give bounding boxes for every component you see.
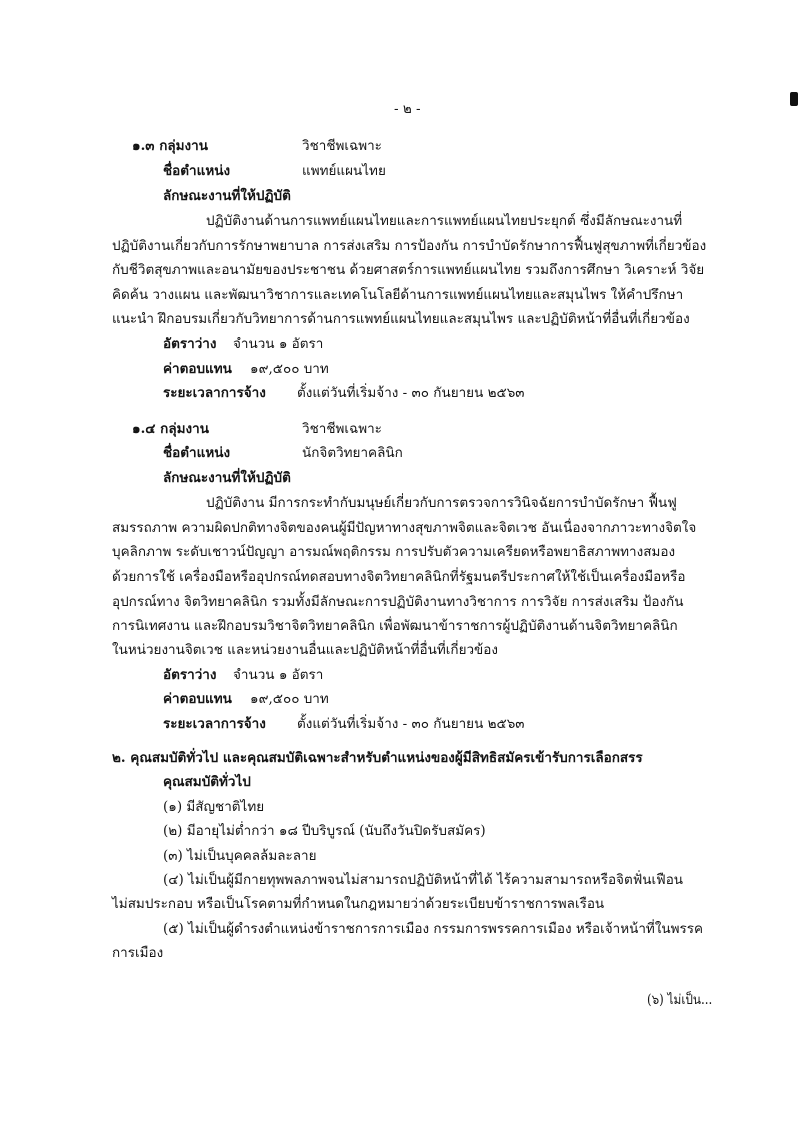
section-1-3-duties-line: ปฏิบัติงานเกี่ยวกับการรักษาพยาบาล การส่งเสริม การป้องกัน การบำบัดรักษาการฟื้นฟูสุขภาพที่เกี่ยวข้อง [112, 238, 707, 254]
section-1-3-position-label: ชื่อตำแหน่ง [163, 163, 231, 179]
section-1-4-vacancy-label: อัตราว่าง [163, 667, 217, 683]
qualification-item: (๒) มีอายุไม่ต่ำกว่า ๑๘ ปีบริบูรณ์ (นับถึงวันปิดรับสมัคร) [163, 823, 486, 839]
qualification-item: (๓) ไม่เป็นบุคคลล้มละลาย [163, 848, 317, 864]
qualification-item-4-line2: ไม่สมประกอบ หรือเป็นโรคตามที่กำหนดในกฎหมายว่าด้วยระเบียบข้าราชการพลเรือน [112, 896, 605, 912]
section-1-4-pay: ๑๙,๕๐๐ บาท [250, 691, 329, 707]
section-1-3-duties-line: กับชีวิตสุขภาพและอนามัยของประชาชน ด้วยศาสตร์การแพทย์แผนไทย รวมถึงการศึกษา วิเคราะห์ วิจัย [112, 262, 705, 278]
section-1-3-term-label: ระยะเวลาการจ้าง [163, 385, 266, 401]
section-1-4-term-label: ระยะเวลาการจ้าง [163, 716, 266, 732]
section-1-3-duties-line: ปฏิบัติงานด้านการแพทย์แผนไทยและการแพทย์แผนไทยประยุกต์ ซึ่งมีลักษณะงานที่ [206, 213, 683, 229]
section-1-3-duties-line: คิดค้น วางแผน และพัฒนาวิชาการและเทคโนโลยีด้านการแพทย์แผนไทยและสมุนไพร ให้คำปรึกษา [112, 287, 684, 303]
section-1-3-number: ๑.๓ กลุ่มงาน [132, 138, 208, 154]
section-1-4-number: ๑.๔ กลุ่มงาน [132, 421, 209, 437]
section-1-4-duties-line: ด้วยการใช้ เครื่องมือหรืออุปกรณ์ทดสอบทางจิตวิทยาคลินิกที่รัฐมนตรีประกาศให้ใช้เป็นเครื่องมือหรือ [112, 569, 686, 585]
section-1-4-duties-line: สมรรถภาพ ความผิดปกติทางจิตของคนผู้มีปัญหาทางสุขภาพจิตและจิตเวช อันเนื่องจากภาวะทางจิตใจ [112, 520, 697, 536]
section-1-3-vacancy-label: อัตราว่าง [163, 336, 217, 352]
section-1-4-duties-line: อุปกรณ์ทาง จิตวิทยาคลินิก รวมทั้งมีลักษณะการปฏิบัติงานทางวิชาการ การวิจัย การส่งเสริม ป้องกัน [112, 594, 684, 610]
section-1-3-vacancy: จำนวน ๑ อัตรา [233, 336, 324, 352]
section-1-4-position-label: ชื่อตำแหน่ง [163, 445, 231, 461]
section-1-4-duties-line: ในหน่วยงานจิตเวช และหน่วยงานอื่นและปฏิบัติหน้าที่อื่นที่เกี่ยวข้อง [112, 642, 498, 658]
section-1-3-duties-line: แนะนำ ฝึกอบรมเกี่ยวกับวิทยาการด้านการแพทย์แผนไทยและสมุนไพร และปฏิบัติหน้าที่อื่นที่เกี่ยวข้อง [112, 311, 690, 327]
section-1-4-position: นักจิตวิทยาคลินิก [302, 445, 403, 461]
section-1-3-duties-heading: ลักษณะงานที่ให้ปฏิบัติ [163, 188, 291, 204]
section-1-4-vacancy: จำนวน ๑ อัตรา [233, 667, 324, 683]
section-1-3-position: แพทย์แผนไทย [302, 163, 386, 179]
section-1-3-term: ตั้งแต่วันที่เริ่มจ้าง - ๓๐ กันยายน ๒๕๖๓ [297, 385, 525, 401]
scan-edge-mark [790, 92, 798, 106]
qualification-item-4-line1: (๔) ไม่เป็นผู้มีกายทุพพลภาพจนไม่สามารถปฏิบัติหน้าที่ได้ ไร้ความสามารถหรือจิตฟั่นเฟือน [163, 872, 684, 888]
section-1-4-duties-line: ปฏิบัติงาน มีการกระทำกับมนุษย์เกี่ยวกับการตรวจการวินิจฉัยการบำบัดรักษา ฟื้นฟู [206, 495, 677, 511]
page-number: - ๒ - [394, 101, 421, 117]
section-1-4-duties-line: การนิเทศงาน และฝึกอบรมวิชาจิตวิทยาคลินิก เพื่อพัฒนาข้าราชการผู้ปฏิบัติงานด้านจิตวิทยาคลินิก [112, 618, 678, 634]
qualification-item-5-line1: (๕) ไม่เป็นผู้ดำรงตำแหน่งข้าราชการการเมือง กรรมการพรรคการเมือง หรือเจ้าหน้าที่ในพรรค [163, 921, 704, 937]
section-1-4-duties-heading: ลักษณะงานที่ให้ปฏิบัติ [163, 470, 291, 486]
section-1-4-pay-label: ค่าตอบแทน [163, 691, 232, 707]
section-1-4-duties-line: บุคลิกภาพ ระดับเชาวน์ปัญญา อารมณ์พฤติกรรม การปรับตัวความเครียดหรือพยาธิสภาพทางสมอง [112, 544, 676, 560]
section-1-3-group: วิชาชีพเฉพาะ [302, 138, 382, 154]
section-2-subheading: คุณสมบัติทั่วไป [163, 774, 251, 790]
section-2-heading: ๒. คุณสมบัติทั่วไป และคุณสมบัติเฉพาะสำหรับตำแหน่งของผู้มีสิทธิสมัครเข้ารับการเลือกสรร [112, 750, 643, 766]
qualification-item-5-line2: การเมือง [112, 945, 164, 961]
section-1-4-term: ตั้งแต่วันที่เริ่มจ้าง - ๓๐ กันยายน ๒๕๖๓ [297, 716, 525, 732]
section-1-3-pay: ๑๙,๕๐๐ บาท [250, 361, 329, 377]
section-1-3-pay-label: ค่าตอบแทน [163, 361, 232, 377]
section-1-4-group: วิชาชีพเฉพาะ [302, 421, 382, 437]
continuation-text: (๖) ไม่เป็น... [647, 992, 713, 1008]
qualification-item: (๑) มีสัญชาติไทย [163, 799, 265, 815]
